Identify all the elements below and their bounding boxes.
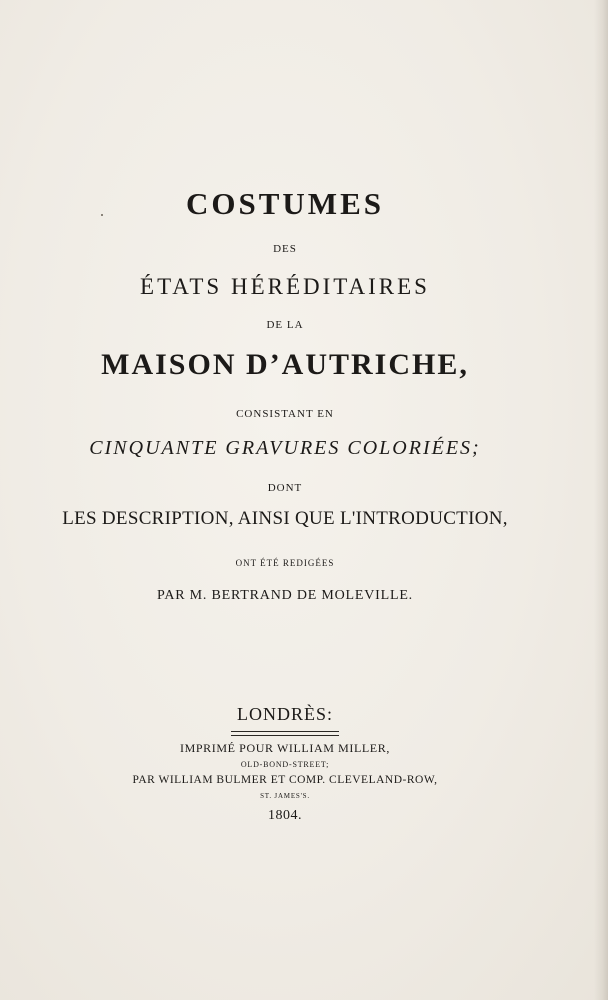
imprint-double-rule-bottom: [231, 735, 339, 736]
book-title: COSTUMES: [186, 186, 384, 221]
imprint-year: 1804.: [268, 808, 302, 823]
imprint-printer: PAR WILLIAM BULMER ET COMP. CLEVELAND-ROW,: [132, 774, 438, 786]
subtitle-line-cinquante: CINQUANTE GRAVURES COLORIÉES;: [89, 437, 481, 459]
page-gutter-shadow: [594, 0, 608, 1000]
subtitle-connector-consistant: CONSISTANT EN: [236, 408, 334, 420]
title-line-etats: ÉTATS HÉRÉDITAIRES: [140, 274, 430, 299]
title-connector-de-la: DE LA: [266, 319, 304, 331]
subtitle-line-description: LES DESCRIPTION, AINSI QUE L'INTRODUCTION,: [62, 508, 508, 529]
author-line: PAR M. BERTRAND DE MOLEVILLE.: [157, 588, 413, 603]
imprint-printed-for: IMPRIMÉ POUR WILLIAM MILLER,: [180, 741, 390, 755]
imprint-printer-address: ST. JAMES'S.: [260, 792, 310, 800]
subtitle-connector-dont: DONT: [267, 482, 303, 494]
imprint-double-rule-top: [231, 731, 339, 732]
title-line-maison: MAISON D’AUTRICHE,: [101, 348, 469, 381]
imprint-place: LONDRÈS:: [236, 704, 333, 724]
subtitle-connector-redigees: ONT ÉTÉ REDIGÉES: [235, 558, 335, 568]
imprint-address: OLD-BOND-STREET;: [240, 760, 330, 769]
title-connector-des: DES: [273, 243, 297, 255]
